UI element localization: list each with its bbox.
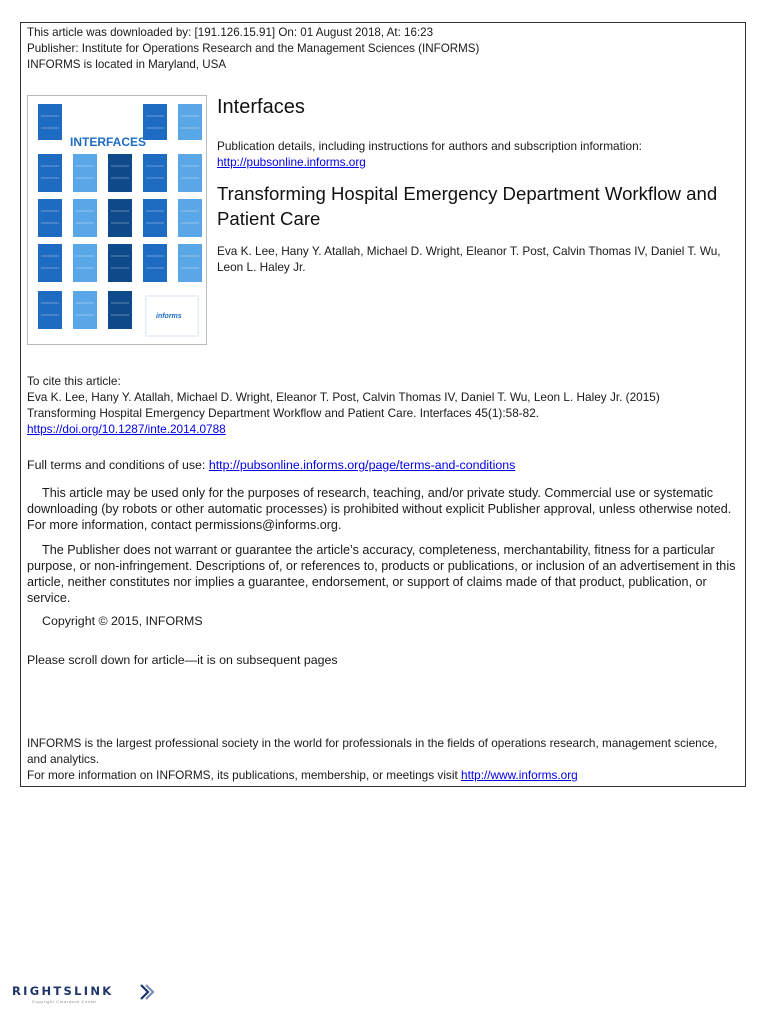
informs-description: INFORMS is the largest professional society in the world for professionals in the fields of operations research, management science, and analytics. (27, 736, 718, 766)
scroll-note: Please scroll down for article—it is on subsequent pages (27, 653, 338, 667)
informs-more-info (27, 767, 739, 783)
informs-website-link[interactable]: http://www.informs.org (461, 768, 578, 782)
informs-more-info-text: For more information on INFORMS, its publications, membership, or meetings visit (27, 768, 462, 782)
cover-tile (38, 244, 62, 282)
citation-text: Transforming Hospital Emergency Department Workflow and Patient Care. Interfaces 45(1):58-82. (27, 406, 540, 420)
cover-tile (73, 291, 97, 329)
terms-label: Full terms and conditions of use: (27, 458, 209, 472)
doi-link[interactable]: https://doi.org/10.1287/inte.2014.0788 (27, 422, 226, 436)
article-authors: Eva K. Lee, Hany Y. Atallah, Michael D. Wright, Eleanor T. Post, Calvin Thomas IV, Daniel T. Wu, Leon L. Haley Jr. (217, 244, 721, 274)
citation-block (27, 373, 739, 437)
publisher-location: INFORMS is located in Maryland, USA (27, 58, 227, 71)
download-info: This article was downloaded by: [191.126.15.91] On: 01 August 2018, At: 16:23 (27, 26, 434, 39)
cover-tile (178, 244, 202, 282)
journal-cover-art (28, 96, 206, 344)
cover-tile (178, 154, 202, 192)
cover-publisher-logo: informs (156, 313, 182, 320)
cover-tile (73, 199, 97, 237)
cover-title: INTERFACES (70, 135, 147, 149)
cover-tile (108, 154, 132, 192)
warranty-paragraph: The Publisher does not warrant or guarantee the article’s accuracy, completeness, merchantability, fitness for a particular purpose, or non-infringement. Descriptions of, or references to, products or publications, or inclusion of an advertisement in this article, neither constitutes nor implies a guarantee, endorsement, or support of claims made of that product, publication, or service. (27, 543, 736, 605)
article-title: Transforming Hospital Emergency Department Workflow and Patient Care (217, 183, 718, 229)
cover-tile (178, 199, 202, 237)
cover-tile (73, 244, 97, 282)
publication-details-text: Publication details, including instructions for authors and subscription information: (217, 139, 642, 153)
cover-tile (143, 154, 167, 192)
copyright-notice: Copyright © 2015, INFORMS (42, 614, 203, 628)
cover-tile (73, 154, 97, 192)
cover-tile (38, 199, 62, 237)
citation-body (27, 405, 739, 437)
cover-tile (143, 244, 167, 282)
download-header (27, 25, 479, 73)
publication-details (217, 138, 642, 170)
publisher-info: Publisher: Institute for Operations Research and the Management Sciences (INFORMS) (27, 42, 480, 55)
citation-authors: Eva K. Lee, Hany Y. Atallah, Michael D. Wright, Eleanor T. Post, Calvin Thomas IV, Daniel T. Wu, Leon L. Haley Jr. (2015) (27, 390, 660, 404)
cover-tile (178, 104, 202, 140)
journal-name: Interfaces (217, 96, 305, 118)
cover-tile (108, 244, 132, 282)
rightslink-subtitle: Copyright Clearance Center (32, 999, 98, 1004)
cover-tile (143, 104, 167, 140)
rightslink-logo[interactable] (10, 983, 160, 1005)
usage-paragraph: This article may be used only for the purposes of research, teaching, and/or private study. Commercial use or systematic downloading (by robots or other automatic processes) is prohibited without explicit Publisher approval, unless otherwise noted. For more information, contact permissions@informs.org. (27, 486, 732, 532)
cover-tile (108, 199, 132, 237)
cover-tile (38, 291, 62, 329)
terms-line (27, 457, 515, 473)
terms-link[interactable]: http://pubsonline.informs.org/page/terms-and-conditions (208, 458, 516, 472)
rightslink-arrow-icon (138, 984, 156, 1000)
journal-cover-image (27, 95, 207, 345)
cover-tile (38, 104, 62, 140)
citation-heading: To cite this article: (27, 374, 121, 388)
publication-url-link[interactable]: http://pubsonline.informs.org (217, 155, 366, 169)
cover-tile (108, 291, 132, 329)
cover-tile (38, 154, 62, 192)
rightslink-wordmark: RIGHTSLINK (12, 984, 114, 998)
cover-tile (143, 199, 167, 237)
informs-footer (27, 735, 739, 783)
